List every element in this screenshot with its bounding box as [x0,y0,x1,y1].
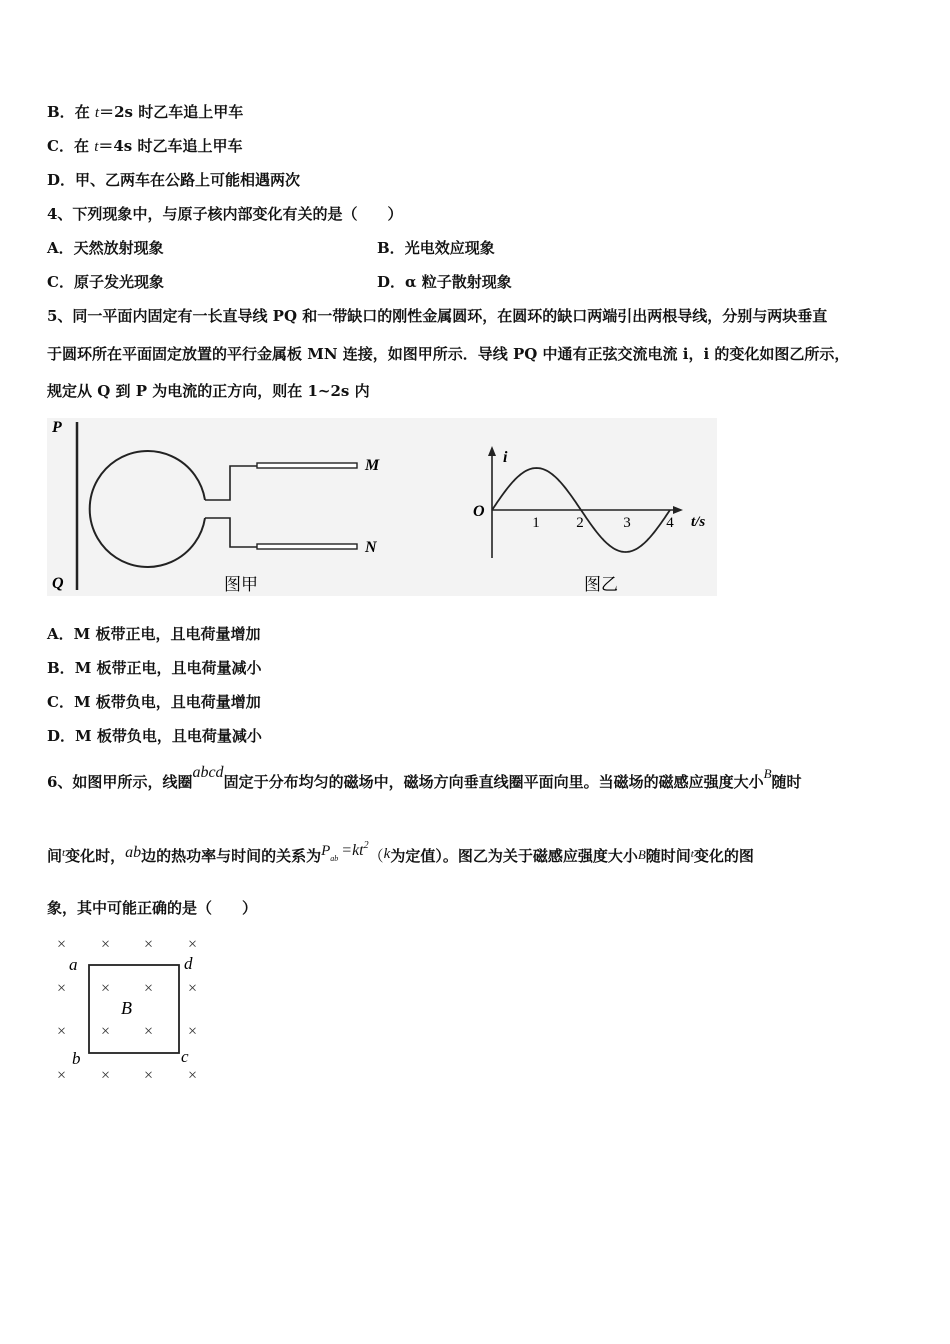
math-subscript: ab [330,854,339,863]
q5-option-b [47,658,262,678]
tick-label: 2 [576,515,584,531]
cross-icon: × [188,980,198,997]
stem-text: 随时间 [645,847,691,865]
q4-option-a [47,238,164,258]
q5-figure [47,418,717,596]
q6-stem-line1 [47,764,802,793]
cross-icon: × [57,936,67,953]
option-text: 甲、乙两车在公路上可能相遇两次 [75,171,301,189]
q5-stem-line2: 于圆环所在平面固定放置的平行金属板 MN 连接，如图甲所示．导线 PQ 中通有正弦交流电流 i，i 的变化如图乙所示， [47,345,850,363]
q5-stem-line1: 5、同一平面内固定有一长直导线 PQ 和一带缺口的刚性金属圆环，在圆环的缺口两端引出两根导线，分别与两块垂直 [47,307,828,325]
option-label: B． [377,239,405,257]
label-b-field: B [121,998,132,1018]
stem-text: 变化时， [65,847,126,865]
stem-text: 边的热功率与时间的关系为 [141,847,322,865]
cross-icon: × [188,1023,198,1040]
cross-icon: × [144,1023,154,1040]
label-a: a [69,955,78,974]
math-variable: t [690,848,694,860]
option-text: M 板带正电，且电荷量减小 [74,659,262,677]
option-text: ＝4s 时乙车追上甲车 [98,137,243,155]
stem-text: 变化的图 [693,847,754,865]
label-d: d [184,954,193,973]
option-text: M 板带正电，且电荷量增加 [73,625,261,643]
q5-option-a [47,624,260,644]
option-label: A． [47,625,74,643]
stem-text: （ [368,847,384,865]
option-label: D． [47,727,76,745]
stem-text: 间 [47,847,63,865]
option-label: C． [47,693,74,711]
math-superscript: 2 [363,840,369,851]
q5-option-d [47,726,262,746]
label-c: c [181,1047,189,1066]
stem-text: 为定值）。图乙为关于磁感应强度大小 [390,847,638,865]
math-variable: B [763,766,772,781]
formula [321,840,369,863]
math-variable: t [94,105,100,121]
plate-m [257,463,357,468]
caption-right: 图乙 [584,575,618,594]
option-text: 原子发光现象 [73,273,164,291]
q6-stem-line3: 象，其中可能正确的是（ ） [47,899,258,917]
math-variable: B [637,847,646,862]
option-text: M 板带负电，且电荷量减小 [75,727,262,745]
tick-label: 3 [623,515,631,531]
q6-figure [47,928,222,1086]
axis-i-label: i [503,449,508,466]
q4-option-d [377,272,512,292]
option-text: 天然放射现象 [73,239,164,257]
label-p: P [52,419,62,436]
cross-icon: × [101,980,111,997]
math-expression: =kt [341,842,364,859]
cross-icon: × [144,936,154,953]
option-text: 在 [73,137,95,155]
option-text: α 粒子散射现象 [405,273,512,291]
cross-icon: × [144,1067,154,1084]
caption-left: 图甲 [224,575,258,594]
q5-option-c [47,692,261,712]
label-m: M [365,457,380,474]
stem-text: 6、如图甲所示，线圈 [47,773,193,791]
tick-label: 1 [532,515,540,531]
option-label: D． [47,171,76,189]
q4-stem: 4、下列现象中，与原子核内部变化有关的是（ ） [47,205,403,223]
label-b: b [72,1049,81,1068]
axis-t-label: t/s [691,514,706,530]
cross-icon: × [57,980,67,997]
tick-label: 4 [666,515,674,531]
math-variable: t [94,139,99,155]
cross-icon: × [101,1023,111,1040]
option-label: C． [47,137,74,155]
cross-icon: × [101,1067,111,1084]
q4-option-c [47,272,164,292]
option-text: 光电效应现象 [404,239,495,257]
option-label: C． [47,273,74,291]
plate-n [257,544,357,549]
stem-text: 固定于分布均匀的磁场中，磁场方向垂直线圈平面向里。当磁场的磁感应强度大小 [223,773,764,791]
q3-option-d [47,170,300,190]
option-text: 在 [74,103,95,121]
option-label: D． [377,273,406,291]
label-q: Q [52,575,64,592]
option-text: M 板带负电，且电荷量增加 [73,693,261,711]
cross-icon: × [188,1067,198,1084]
q3-option-b [47,102,243,123]
q6-stem-line2 [47,840,754,869]
cross-icon: × [188,936,198,953]
math-variable: k [383,846,391,862]
q5-stem-line3: 规定从 Q 到 P 为电流的正方向，则在 1~2s 内 [47,382,370,400]
math-variable: P [321,843,331,859]
math-variable: ab [125,844,142,861]
option-label: B． [47,103,75,121]
origin-label: O [473,503,485,520]
math-variable: t [62,847,66,859]
cross-icon: × [144,980,154,997]
q3-option-c [47,136,242,157]
cross-icon: × [57,1023,67,1040]
figure-background [47,418,717,596]
math-variable: abcd [192,764,224,781]
option-label: A． [47,239,74,257]
cross-icon: × [101,936,111,953]
q4-option-b [377,238,495,258]
label-n: N [365,539,377,556]
option-label: B． [47,659,75,677]
stem-text: 随时 [771,773,802,791]
cross-icon: × [57,1067,67,1084]
option-text: ＝2s 时乙车追上甲车 [99,103,244,121]
